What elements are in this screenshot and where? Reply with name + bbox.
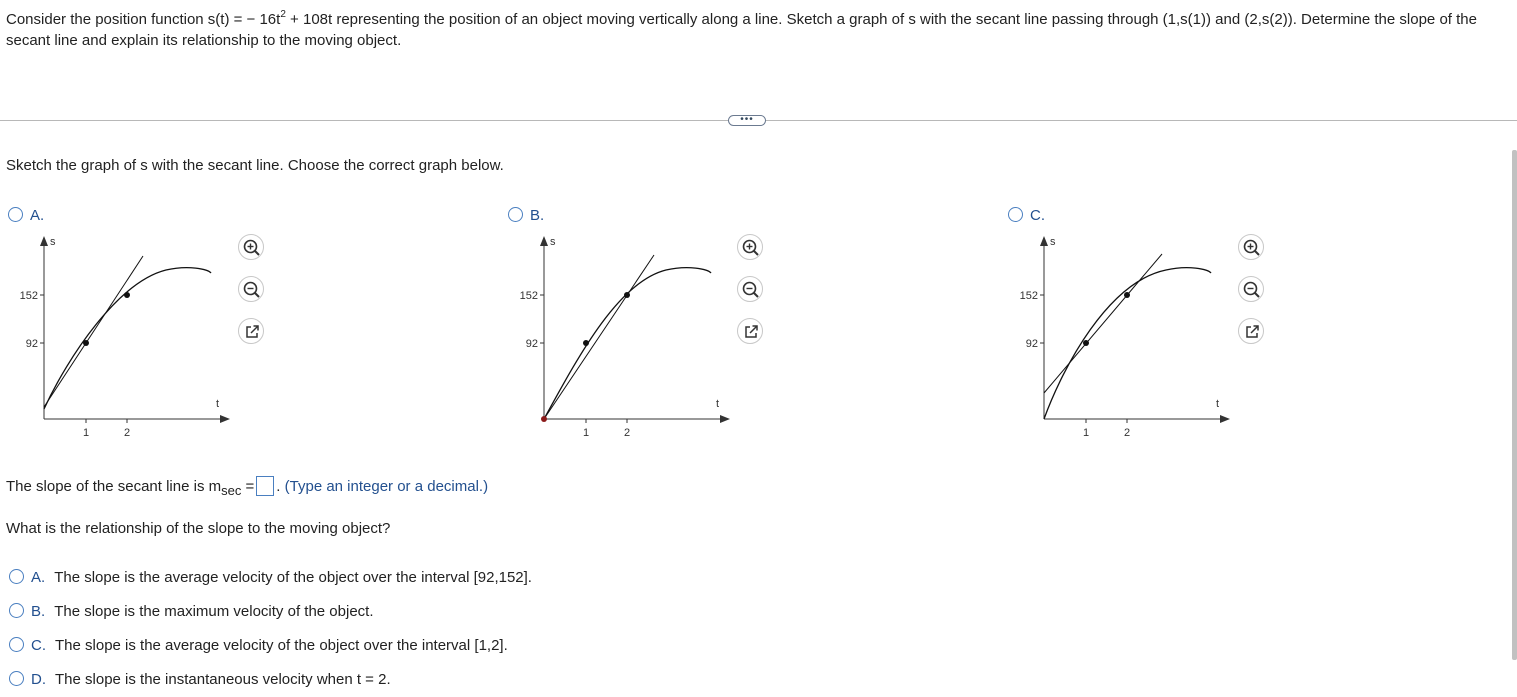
y-tick-152: 152 — [519, 290, 538, 302]
point — [1083, 340, 1089, 346]
choice-text: The slope is the maximum velocity of the object. — [54, 603, 374, 620]
radio-choice-b[interactable] — [9, 603, 24, 618]
point — [1124, 292, 1130, 298]
choice-letter: A. — [31, 569, 46, 586]
question-text: Consider the position function s(t) = − $16t^2 + 108t$ representing the position of an object moving vertically along a line. Sketch a graph of s with the secant line passing through (1,s(1)) and (2,s(2)). Determine the slope of the secant line and explain its relationship to the moving object. — [6, 9, 1477, 49]
y-axis-label: s — [550, 236, 556, 248]
radio-choice-d[interactable] — [9, 671, 24, 686]
point — [583, 340, 589, 346]
zoom-out-icon — [738, 277, 764, 303]
y-tick-92: 92 — [25, 338, 38, 350]
x-axis-label: t — [1216, 398, 1220, 410]
choice-d[interactable] — [9, 671, 391, 688]
radio-choice-c[interactable] — [9, 637, 24, 652]
x-tick-1: 1 — [82, 427, 90, 439]
zoom-out-button-a[interactable] — [238, 276, 264, 302]
zoom-in-button-b[interactable] — [737, 234, 763, 260]
point — [624, 292, 630, 298]
choice-text: The slope is the average velocity of the object over the interval [92,152]. — [54, 569, 532, 586]
curve — [1044, 268, 1211, 419]
y-axis-label: s — [50, 236, 56, 248]
graph-a — [8, 207, 248, 447]
secant-line — [1044, 254, 1162, 393]
choice-text: The slope is the instantaneous velocity when t = 2. — [55, 671, 391, 688]
zoom-in-icon — [738, 235, 764, 261]
x-tick-1: 1 — [582, 427, 590, 439]
curve — [44, 268, 211, 409]
y-tick-92: 92 — [525, 338, 538, 350]
zoom-in-button-c[interactable] — [1238, 234, 1264, 260]
option-letter: A. — [30, 207, 45, 224]
more-button[interactable]: ••• — [728, 115, 766, 126]
y-tick-92: 92 — [1025, 338, 1038, 350]
popout-icon — [1239, 319, 1265, 345]
point — [124, 292, 130, 298]
zoom-in-icon — [1239, 235, 1265, 261]
zoom-in-button-a[interactable] — [238, 234, 264, 260]
choice-b[interactable] — [9, 603, 374, 620]
x-tick-2: 2 — [1123, 427, 1131, 439]
x-tick-2: 2 — [123, 427, 131, 439]
instruction-text: Sketch the graph of s with the secant line. Choose the correct graph below. — [6, 157, 504, 174]
choice-a[interactable] — [9, 569, 532, 586]
graph-b — [508, 207, 748, 447]
x-axis-label: t — [216, 398, 220, 410]
choice-letter: D. — [31, 671, 46, 688]
point — [83, 340, 89, 346]
popout-icon — [239, 319, 265, 345]
option-letter: B. — [530, 207, 545, 224]
y-tick-152: 152 — [19, 290, 38, 302]
curve — [544, 268, 711, 419]
secant-line — [544, 255, 654, 419]
origin-point — [541, 416, 547, 422]
choice-letter: B. — [31, 603, 46, 620]
input-hint: (Type an integer or a decimal.) — [284, 477, 489, 495]
slope-answer-input[interactable] — [256, 476, 274, 496]
choice-text: The slope is the average velocity of the object over the interval [1,2]. — [55, 637, 508, 654]
x-tick-1: 1 — [1082, 427, 1090, 439]
choice-letter: C. — [31, 637, 46, 654]
popout-button-c[interactable] — [1238, 318, 1264, 344]
slope-prompt: The slope of the secant line is $m_{sec}$ = . (Type an integer or a decimal.) — [6, 477, 489, 498]
scrollbar[interactable] — [1512, 150, 1517, 660]
zoom-out-icon — [1239, 277, 1265, 303]
y-axis-label: s — [1050, 236, 1056, 248]
option-letter: C. — [1030, 207, 1045, 224]
zoom-out-button-c[interactable] — [1238, 276, 1264, 302]
zoom-in-icon — [239, 235, 265, 261]
popout-button-a[interactable] — [238, 318, 264, 344]
secant-line — [44, 256, 143, 407]
radio-choice-a[interactable] — [9, 569, 24, 584]
popout-icon — [738, 319, 764, 345]
x-axis-label: t — [716, 398, 720, 410]
popout-button-b[interactable] — [737, 318, 763, 344]
x-tick-2: 2 — [623, 427, 631, 439]
y-tick-152: 152 — [1019, 290, 1038, 302]
relationship-question: What is the relationship of the slope to the moving object? — [6, 520, 391, 537]
zoom-out-button-b[interactable] — [737, 276, 763, 302]
zoom-out-icon — [239, 277, 265, 303]
choice-c[interactable] — [9, 637, 508, 654]
graph-c — [1008, 207, 1248, 447]
